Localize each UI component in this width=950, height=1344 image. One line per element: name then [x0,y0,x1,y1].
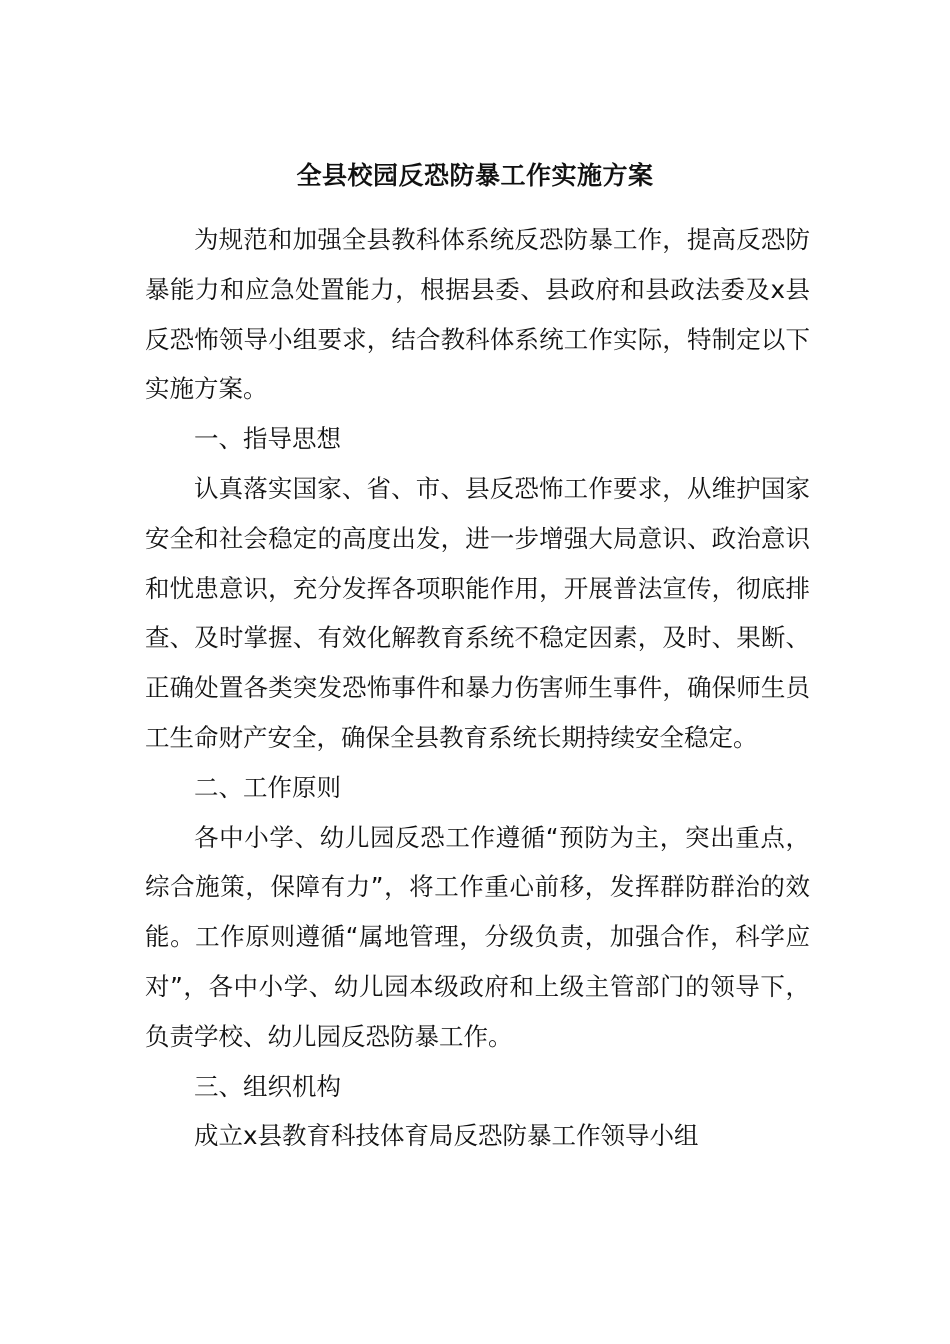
work-principles-paragraph: 各中小学、幼儿园反恐工作遵循“预防为主，突出重点，综合施策，保障有力”，将工作重心前移，发挥群防群治的效能。工作原则遵循“属地管理，分级负责，加强合作，科学应对”，各中小学、幼儿园本级政府和上级主管部门的领导下，负责学校、幼儿园反恐防暴工作。 [145,822,810,1051]
section-heading-work-principles: 二、工作原则 [194,772,341,802]
intro-paragraph: 为规范和加强全县教科体系统反恐防暴工作，提高反恐防暴能力和应急处置能力，根据县委、县政府和县政法委及x县反恐怖领导小组要求，结合教科体系统工作实际，特制定以下实施方案。 [145,225,810,404]
section-heading-organization: 三、组织机构 [194,1071,341,1101]
section-heading-guiding-thought: 一、指导思想 [194,424,341,454]
guiding-thought-paragraph: 认真落实国家、省、市、县反恐怖工作要求，从维护国家安全和社会稳定的高度出发，进一步增强大局意识、政治意识和忧患意识，充分发挥各项职能作用，开展普法宣传，彻底排查、及时掌握、有效化解教育系统不稳定因素，及时、果断、正确处置各类突发恐怖事件和暴力伤害师生事件，确保师生员工生命财产安全，确保全县教育系统长期持续安全稳定。 [145,473,810,752]
document-body [145,215,810,1161]
document-title: 全县校园反恐防暴工作实施方案 [296,161,654,190]
organization-paragraph: 成立x县教育科技体育局反恐防暴工作领导小组 [194,1121,699,1151]
